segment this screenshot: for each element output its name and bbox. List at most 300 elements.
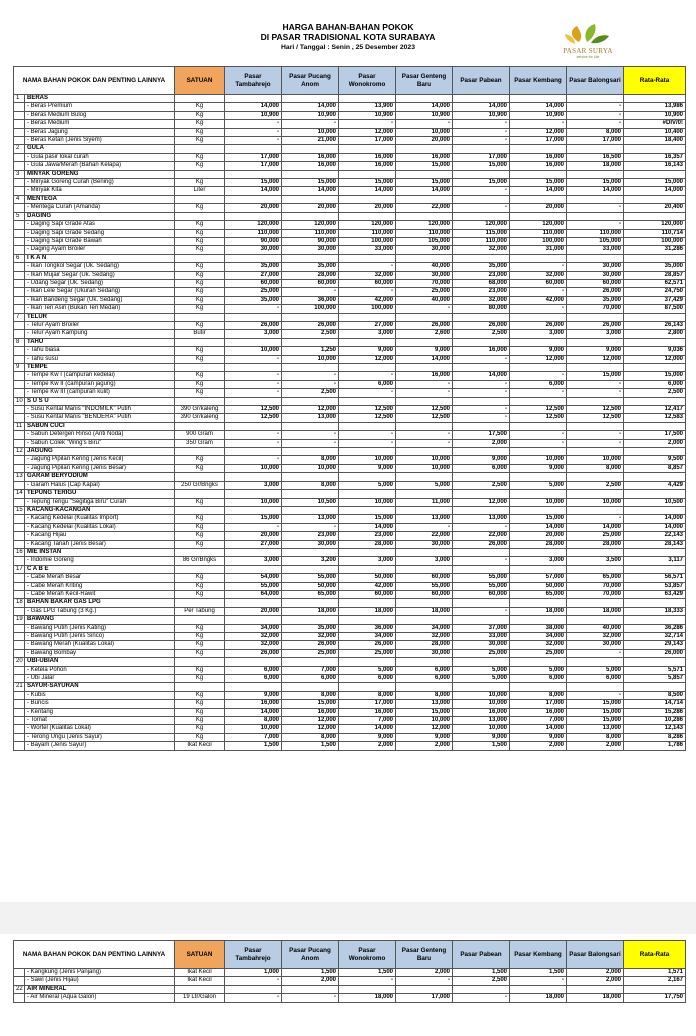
empty-cell	[510, 565, 567, 573]
empty-cell	[339, 212, 396, 220]
item-name: - Kubis	[25, 691, 175, 699]
average-cell: 8,857	[624, 464, 686, 472]
price-cell: -	[339, 120, 396, 128]
price-cell: -	[453, 128, 510, 136]
empty-cell	[282, 565, 339, 573]
price-cell: 7,000	[225, 733, 282, 741]
empty-cell	[396, 170, 453, 178]
price-cell: 17,000	[339, 137, 396, 145]
average-cell: 14,000	[624, 515, 686, 523]
average-cell: 1,571	[624, 969, 686, 977]
price-cell: 16,000	[339, 153, 396, 161]
price-cell: 55,000	[396, 582, 453, 590]
price-cell: 1,000	[225, 969, 282, 977]
item-name: - Cabe Merah Kecil-Rawit	[25, 590, 175, 598]
price-cell: 32,000	[510, 271, 567, 279]
price-cell: 50,000	[339, 574, 396, 582]
price-cell: 10,900	[510, 111, 567, 119]
category-name: GARAM BERYODIUM	[25, 473, 175, 481]
empty-cell	[175, 397, 225, 405]
category-row	[14, 364, 686, 372]
category-name: GULA	[25, 145, 175, 153]
price-cell: 8,000	[225, 717, 282, 725]
empty-cell	[624, 548, 686, 556]
empty-cell	[567, 490, 624, 498]
price-cell: 13,000	[282, 515, 339, 523]
price-cell: 27,000	[225, 271, 282, 279]
table-row	[14, 111, 686, 119]
price-cell: 110,000	[510, 229, 567, 237]
price-cell: 12,500	[396, 406, 453, 414]
item-name: - Tempe Kw I (campuran kedelai)	[25, 372, 175, 380]
price-cell: 8,000	[567, 464, 624, 472]
category-number: 16	[14, 548, 25, 556]
price-cell: 10,000	[453, 725, 510, 733]
category-row	[14, 254, 686, 262]
price-cell: 16,000	[510, 153, 567, 161]
row-number	[14, 540, 25, 548]
empty-cell	[567, 95, 624, 103]
item-unit: Kg	[175, 229, 225, 237]
empty-cell	[175, 422, 225, 430]
price-cell: 55,000	[453, 574, 510, 582]
empty-cell	[339, 448, 396, 456]
empty-cell	[339, 313, 396, 321]
item-unit: Kg	[175, 389, 225, 397]
empty-cell	[282, 212, 339, 220]
empty-cell	[453, 145, 510, 153]
table-row	[14, 431, 686, 439]
item-name: - Telur Ayam Broiler	[25, 321, 175, 329]
average-cell: 10,500	[624, 498, 686, 506]
table-row	[14, 389, 686, 397]
table-row	[14, 380, 686, 388]
empty-cell	[453, 985, 510, 993]
item-name: - Ketela Pohon	[25, 666, 175, 674]
price-cell: 2,500	[282, 389, 339, 397]
price-cell: -	[453, 355, 510, 363]
average-cell: 120,000	[624, 221, 686, 229]
price-cell: 10,900	[396, 111, 453, 119]
price-cell: -	[396, 305, 453, 313]
price-cell: -	[282, 523, 339, 531]
table-row	[14, 649, 686, 657]
empty-cell	[396, 490, 453, 498]
col-header-market: Pasar Pabean	[453, 67, 510, 95]
item-unit: 86 Gr/Bngks	[175, 557, 225, 565]
average-cell: 12,583	[624, 414, 686, 422]
price-cell: 26,000	[225, 321, 282, 329]
price-cell: 3,500	[567, 557, 624, 565]
price-cell: 3,000	[225, 557, 282, 565]
col-header-market: Pasar Wonokromo	[339, 941, 396, 969]
price-cell: 11,000	[396, 498, 453, 506]
price-cell: -	[396, 523, 453, 531]
price-cell: 68,000	[453, 279, 510, 287]
category-name: TAHU	[25, 338, 175, 346]
price-cell: -	[282, 288, 339, 296]
item-name: - Tahu biasa	[25, 347, 175, 355]
price-cell: 12,000	[510, 355, 567, 363]
price-cell: 17,000	[396, 994, 453, 1002]
price-cell: -	[510, 305, 567, 313]
empty-cell	[624, 170, 686, 178]
price-cell: 2,500	[567, 481, 624, 489]
price-cell: 35,000	[225, 296, 282, 304]
price-cell: 17,000	[453, 153, 510, 161]
category-row	[14, 565, 686, 573]
empty-cell	[225, 985, 282, 993]
empty-cell	[453, 683, 510, 691]
col-header-market: Pasar Wonokromo	[339, 67, 396, 95]
price-cell: -	[225, 977, 282, 985]
price-cell: 12,000	[339, 355, 396, 363]
average-cell: 8,500	[624, 691, 686, 699]
empty-cell	[282, 490, 339, 498]
price-cell: 90,000	[225, 237, 282, 245]
row-number	[14, 633, 25, 641]
price-cell: 2,000	[396, 969, 453, 977]
price-cell: 5,000	[339, 481, 396, 489]
empty-cell	[624, 506, 686, 514]
row-number	[14, 246, 25, 254]
price-cell: 3,000	[339, 557, 396, 565]
empty-cell	[453, 506, 510, 514]
price-cell: 25,000	[339, 649, 396, 657]
item-name: - Mentega Curah (Amanda)	[25, 204, 175, 212]
price-cell: 32,000	[567, 633, 624, 641]
item-unit: Kg	[175, 347, 225, 355]
empty-cell	[453, 397, 510, 405]
price-cell: 15,000	[282, 179, 339, 187]
average-cell: 8,286	[624, 733, 686, 741]
item-name: - Sawi (Jenis Hijau)	[25, 977, 175, 985]
price-cell: -	[225, 137, 282, 145]
table-row	[14, 355, 686, 363]
price-cell: -	[339, 263, 396, 271]
row-number	[14, 389, 25, 397]
item-unit: Kg	[175, 103, 225, 111]
col-header-market: Pasar Pabean	[453, 941, 510, 969]
price-cell: 26,000	[567, 321, 624, 329]
empty-cell	[567, 338, 624, 346]
average-cell: 12,000	[624, 355, 686, 363]
price-cell: 18,000	[567, 607, 624, 615]
col-header-satuan: SATUAN	[175, 941, 225, 969]
table-row	[14, 153, 686, 161]
empty-cell	[225, 313, 282, 321]
price-cell: 18,000	[396, 607, 453, 615]
average-cell: 9,500	[624, 456, 686, 464]
price-cell: 10,000	[225, 464, 282, 472]
average-cell: 87,500	[624, 305, 686, 313]
price-cell: 6,000	[567, 675, 624, 683]
empty-cell	[225, 473, 282, 481]
category-row	[14, 599, 686, 607]
item-unit: Kg	[175, 120, 225, 128]
empty-cell	[510, 95, 567, 103]
empty-cell	[175, 548, 225, 556]
price-cell: 20,000	[510, 204, 567, 212]
empty-cell	[225, 338, 282, 346]
price-cell: 15,000	[510, 515, 567, 523]
table-row	[14, 557, 686, 565]
row-number	[14, 271, 25, 279]
price-cell: 23,000	[339, 532, 396, 540]
price-cell: 8,000	[510, 691, 567, 699]
empty-cell	[396, 364, 453, 372]
empty-cell	[396, 448, 453, 456]
price-cell: 8,000	[282, 691, 339, 699]
price-cell: 15,000	[225, 179, 282, 187]
price-cell: 3,000	[510, 330, 567, 338]
row-number	[14, 372, 25, 380]
empty-cell	[339, 195, 396, 203]
item-unit: Kg	[175, 733, 225, 741]
empty-cell	[624, 448, 686, 456]
price-cell: 6,000	[510, 675, 567, 683]
category-name: AIR MINERAL	[25, 985, 175, 993]
col-header-market: Pasar Pucang Anom	[282, 67, 339, 95]
empty-cell	[453, 490, 510, 498]
price-cell: 10,000	[339, 498, 396, 506]
price-cell: 20,000	[339, 204, 396, 212]
average-cell: 2,000	[624, 439, 686, 447]
row-number	[14, 481, 25, 489]
price-cell: 16,000	[510, 162, 567, 170]
item-name: - Bayam (Jenis Sayur)	[25, 742, 175, 750]
empty-cell	[225, 490, 282, 498]
price-cell: 10,000	[567, 498, 624, 506]
category-number: 6	[14, 254, 25, 262]
row-number	[14, 675, 25, 683]
average-cell: 28,857	[624, 271, 686, 279]
price-cell: 2,000	[396, 742, 453, 750]
item-name: - Buncis	[25, 700, 175, 708]
row-number	[14, 288, 25, 296]
price-cell: 65,000	[282, 590, 339, 598]
item-unit: 390 Gr/kaleng	[175, 414, 225, 422]
table-row	[14, 691, 686, 699]
item-unit: Kg	[175, 179, 225, 187]
item-name: - Kacang Kedelai (Kualitas Import)	[25, 515, 175, 523]
price-cell: 9,000	[339, 733, 396, 741]
row-number	[14, 229, 25, 237]
empty-cell	[396, 599, 453, 607]
price-cell: 10,900	[282, 111, 339, 119]
table-row	[14, 590, 686, 598]
row-number	[14, 111, 25, 119]
empty-cell	[339, 254, 396, 262]
price-cell: 16,000	[396, 153, 453, 161]
item-unit: Kg	[175, 355, 225, 363]
item-unit: Kg	[175, 649, 225, 657]
row-number	[14, 179, 25, 187]
empty-cell	[510, 490, 567, 498]
col-header-market: Pasar Tambahrejo	[225, 67, 282, 95]
row-number	[14, 574, 25, 582]
empty-cell	[624, 683, 686, 691]
price-cell: 70,000	[567, 582, 624, 590]
price-cell: 26,000	[282, 641, 339, 649]
price-cell: 55,000	[453, 582, 510, 590]
price-cell: 42,000	[339, 582, 396, 590]
price-cell: 60,000	[225, 279, 282, 287]
price-cell: 42,000	[510, 296, 567, 304]
item-unit: Kg	[175, 590, 225, 598]
average-cell: 10,900	[624, 111, 686, 119]
price-cell: 105,000	[396, 237, 453, 245]
item-unit: Kg	[175, 515, 225, 523]
item-unit: Kg	[175, 725, 225, 733]
price-cell: 9,000	[396, 347, 453, 355]
empty-cell	[175, 506, 225, 514]
price-cell: 6,000	[225, 675, 282, 683]
price-cell: 30,000	[567, 641, 624, 649]
price-cell: 35,000	[453, 263, 510, 271]
price-cell: 12,000	[453, 498, 510, 506]
row-number	[14, 977, 25, 985]
price-cell: -	[510, 389, 567, 397]
item-name: - Kentang	[25, 708, 175, 716]
item-unit: Kg	[175, 288, 225, 296]
empty-cell	[396, 565, 453, 573]
price-cell: 3,000	[567, 330, 624, 338]
row-number	[14, 153, 25, 161]
col-header-market: Pasar Pucang Anom	[282, 941, 339, 969]
item-unit: Kg	[175, 321, 225, 329]
price-cell: 15,000	[396, 708, 453, 716]
price-cell: 65,000	[510, 590, 567, 598]
item-unit: Kg	[175, 380, 225, 388]
price-cell: 2,000	[510, 742, 567, 750]
price-cell: -	[396, 439, 453, 447]
row-number	[14, 321, 25, 329]
average-cell: 37,429	[624, 296, 686, 304]
category-row	[14, 473, 686, 481]
price-cell: 10,000	[225, 498, 282, 506]
price-cell: -	[282, 439, 339, 447]
price-cell: 12,500	[396, 414, 453, 422]
price-cell: 28,000	[396, 641, 453, 649]
category-name: UBI-UBIAN	[25, 658, 175, 666]
empty-cell	[510, 599, 567, 607]
item-name: - Garam Halus (Cap Kapal)	[25, 481, 175, 489]
empty-cell	[510, 195, 567, 203]
price-cell: 38,000	[510, 624, 567, 632]
row-number	[14, 237, 25, 245]
report-title: HARGA BAHAN-BAHAN POKOK	[282, 22, 414, 32]
price-cell: 9,000	[225, 691, 282, 699]
price-cell: 32,000	[282, 633, 339, 641]
average-cell: 12,417	[624, 406, 686, 414]
row-number	[14, 204, 25, 212]
price-cell: 23,000	[453, 288, 510, 296]
price-cell: 18,000	[510, 994, 567, 1002]
average-cell: 28,143	[624, 540, 686, 548]
item-unit: Liter	[175, 187, 225, 195]
empty-cell	[567, 548, 624, 556]
price-cell: -	[225, 439, 282, 447]
price-cell: -	[339, 439, 396, 447]
item-unit: 900 Gram	[175, 431, 225, 439]
empty-cell	[624, 473, 686, 481]
table-row	[14, 607, 686, 615]
table-row	[14, 271, 686, 279]
item-name: - Tepung Terigu "Segitiga Biru" Curah	[25, 498, 175, 506]
price-cell: 30,000	[396, 271, 453, 279]
table-row	[14, 103, 686, 111]
price-cell: 60,000	[396, 574, 453, 582]
price-cell: -	[510, 439, 567, 447]
price-cell: -	[282, 120, 339, 128]
table-row	[14, 330, 686, 338]
row-number	[14, 717, 25, 725]
price-cell: 1,500	[282, 742, 339, 750]
empty-cell	[453, 338, 510, 346]
price-cell: -	[453, 414, 510, 422]
item-unit: Kg	[175, 641, 225, 649]
item-name: - Udang Segar (Uk. Sedang)	[25, 279, 175, 287]
category-name: TELUR	[25, 313, 175, 321]
empty-cell	[339, 473, 396, 481]
item-unit: Kg	[175, 633, 225, 641]
empty-cell	[624, 364, 686, 372]
empty-cell	[396, 212, 453, 220]
price-cell: 10,000	[567, 456, 624, 464]
empty-cell	[567, 448, 624, 456]
empty-cell	[624, 195, 686, 203]
price-cell: 10,900	[339, 111, 396, 119]
empty-cell	[624, 254, 686, 262]
average-cell: 31,286	[624, 246, 686, 254]
price-cell: 60,000	[282, 279, 339, 287]
empty-cell	[624, 616, 686, 624]
item-unit: Kg	[175, 582, 225, 590]
average-cell: 110,714	[624, 229, 686, 237]
average-cell: 2,167	[624, 977, 686, 985]
price-cell: 15,000	[453, 179, 510, 187]
price-cell: 55,000	[225, 582, 282, 590]
price-cell: 8,000	[567, 733, 624, 741]
price-cell: 10,000	[396, 717, 453, 725]
price-cell: 13,000	[567, 725, 624, 733]
empty-cell	[282, 616, 339, 624]
empty-cell	[453, 548, 510, 556]
empty-cell	[225, 212, 282, 220]
price-cell: 55,000	[282, 574, 339, 582]
empty-cell	[175, 473, 225, 481]
price-cell: -	[453, 994, 510, 1002]
empty-cell	[339, 95, 396, 103]
price-cell: 34,000	[225, 624, 282, 632]
table-row	[14, 456, 686, 464]
empty-cell	[282, 313, 339, 321]
average-cell: 36,286	[624, 624, 686, 632]
row-number	[14, 296, 25, 304]
price-cell: 14,000	[225, 103, 282, 111]
average-cell: 35,000	[624, 263, 686, 271]
price-cell: 10,500	[282, 498, 339, 506]
empty-cell	[282, 548, 339, 556]
col-header-market: Pasar Tambahrejo	[225, 941, 282, 969]
price-cell: 12,500	[510, 414, 567, 422]
category-row	[14, 490, 686, 498]
price-cell: 3,200	[282, 557, 339, 565]
empty-cell	[567, 145, 624, 153]
average-cell: 56,571	[624, 574, 686, 582]
empty-cell	[175, 338, 225, 346]
